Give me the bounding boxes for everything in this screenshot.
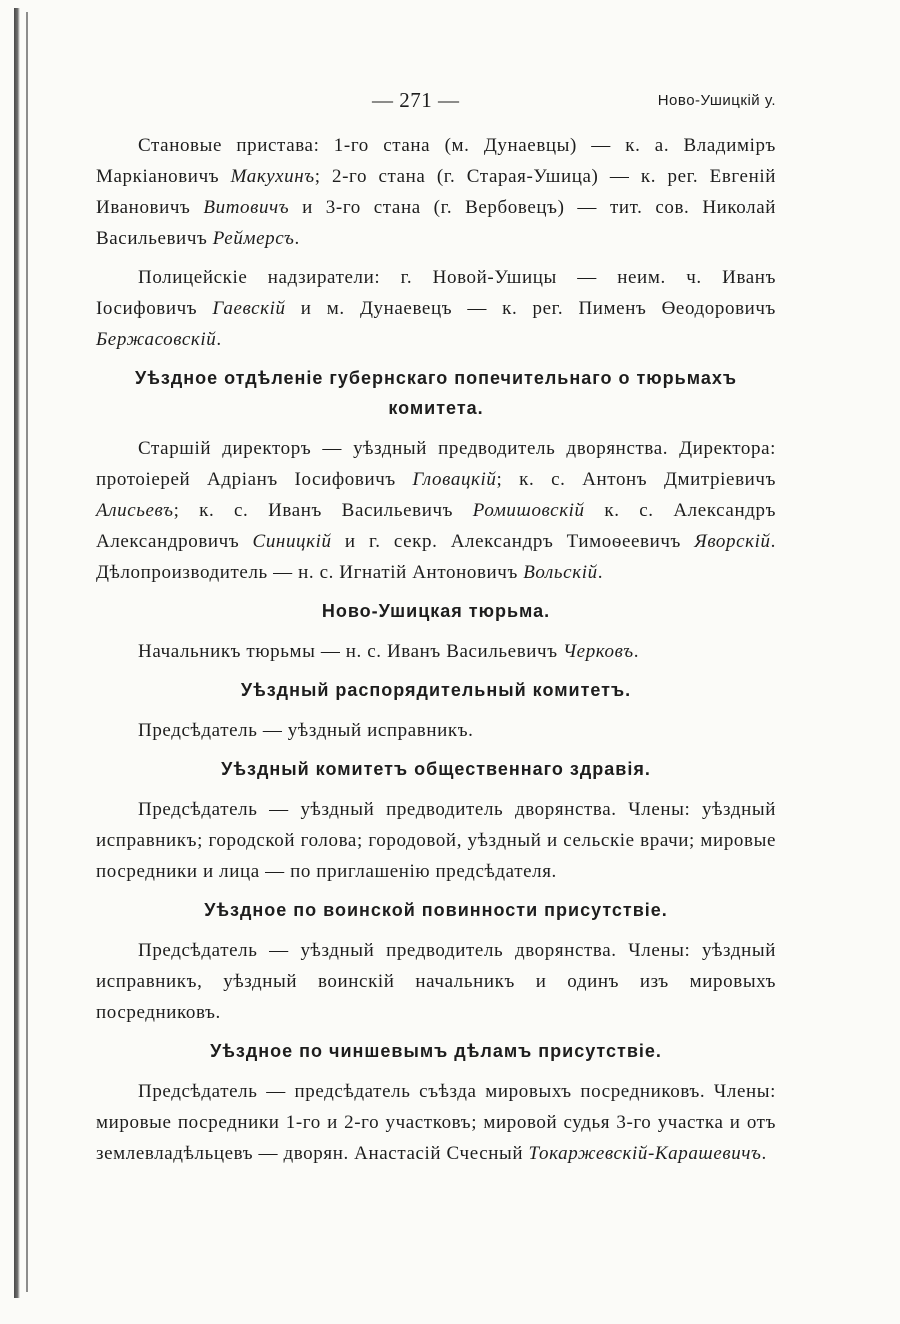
section-heading: Уѣздный распорядительный комитетъ. <box>240 680 632 700</box>
text-run: ; 2-го стана (г. Старая-Ушица) — к. рег. Евгеній Ивановичъ <box>96 166 776 218</box>
paragraph <box>96 715 776 746</box>
person-surname: Вольскій <box>523 562 598 583</box>
section-heading: Уѣздный комитетъ общественнаго здравія. <box>221 759 651 779</box>
book-binding-edge <box>14 8 20 1298</box>
page-body <box>96 130 776 1177</box>
text-run: и г. секр. Александръ Тимоѳеевичъ <box>331 531 695 552</box>
text-run: ; к. с. Антонъ Дмитріевичъ <box>496 469 776 490</box>
text-run: . <box>216 329 222 350</box>
person-surname: Витовичъ <box>203 197 290 218</box>
text-run: Предсѣдатель — уѣздный предводитель дворянства. Члены: уѣздный исправникъ; городской голова; городовой, уѣздный и сельскіе врачи; мировые посредники и лица — по приглашенію предсѣдателя. <box>96 799 776 882</box>
text-run: . Дѣлопроизводитель — н. с. Игнатій Антоновичъ <box>96 531 776 583</box>
person-surname: Токаржевскій-Карашевичъ <box>528 1143 762 1164</box>
paragraph <box>96 433 776 588</box>
text-run: . <box>294 228 300 249</box>
person-surname: Гловацкій <box>412 469 497 490</box>
paragraph <box>96 262 776 355</box>
section-heading: Уѣздное по воинской повинности присутствіе. <box>204 900 668 920</box>
section-heading: Ново-Ушицкая тюрьма. <box>321 601 551 621</box>
person-surname: Бержасовскій <box>96 329 217 350</box>
section-heading: Уѣздное отдѣленіе губернскаго попечительнаго о тюрьмахъ комитета. <box>135 368 737 418</box>
text-run: к. с. Александръ Александровичъ <box>96 500 776 552</box>
text-run: . <box>597 562 604 583</box>
text-run: Предсѣдатель — уѣздный исправникъ. <box>138 720 474 741</box>
paragraph <box>96 636 776 667</box>
text-run: Предсѣдатель — предсѣдатель съѣзда мировыхъ посредниковъ. Члены: мировые посредники 1-го и 2-го участковъ; мировой судья 3-го участка и отъ землевладѣльцевъ — дворян. Анастасій Счесный <box>96 1081 776 1164</box>
section-heading: Уѣздное по чиншевымъ дѣламъ присутствіе. <box>210 1041 662 1061</box>
paragraph <box>96 935 776 1028</box>
person-surname: Макухинъ <box>230 166 315 187</box>
text-run: Начальникъ тюрьмы — н. с. Иванъ Васильевичъ <box>138 641 563 662</box>
text-run: Старшій директоръ — уѣздный предводитель дворянства. Директора: протоіерей Адріанъ Іосифовичъ <box>96 438 776 490</box>
page-header <box>96 88 776 118</box>
text-run: ; к. с. Иванъ Васильевичъ <box>173 500 473 521</box>
text-run: Становые пристава: 1-го стана (м. Дунаевцы) — к. а. Владиміръ Маркіановичъ <box>96 135 776 187</box>
person-surname: Гаевскій <box>212 298 286 319</box>
paragraph <box>96 1076 776 1169</box>
text-run: Предсѣдатель — уѣздный предводитель дворянства. Члены: уѣздный исправникъ, уѣздный воинскій начальникъ и одинъ изъ мировыхъ посредниковъ. <box>96 940 776 1023</box>
text-run: . <box>761 1143 767 1164</box>
page-number: — 271 — <box>372 88 460 112</box>
person-surname: Синицкій <box>252 531 332 552</box>
text-run: и 3-го стана (г. Вербовецъ) — тит. сов. Николай Васильевичъ <box>96 197 777 249</box>
text-run: . <box>633 641 640 662</box>
paragraph <box>96 130 776 254</box>
person-surname: Ромишовскій <box>472 500 585 521</box>
person-surname: Реймерсъ <box>212 228 295 249</box>
running-head: Ново-Ушицкій у. <box>657 92 776 109</box>
person-surname: Алисьевъ <box>96 500 174 521</box>
paragraph <box>96 794 776 887</box>
book-binding-line <box>26 12 28 1292</box>
person-surname: Черковъ <box>562 641 634 662</box>
person-surname: Яворскій <box>694 531 771 552</box>
text-run: и м. Дунаевецъ — к. рег. Пименъ Өеодоровичъ <box>285 298 776 319</box>
text-run: Полицейскіе надзиратели: г. Новой-Ушицы — неим. ч. Иванъ Іосифовичъ <box>96 267 776 319</box>
